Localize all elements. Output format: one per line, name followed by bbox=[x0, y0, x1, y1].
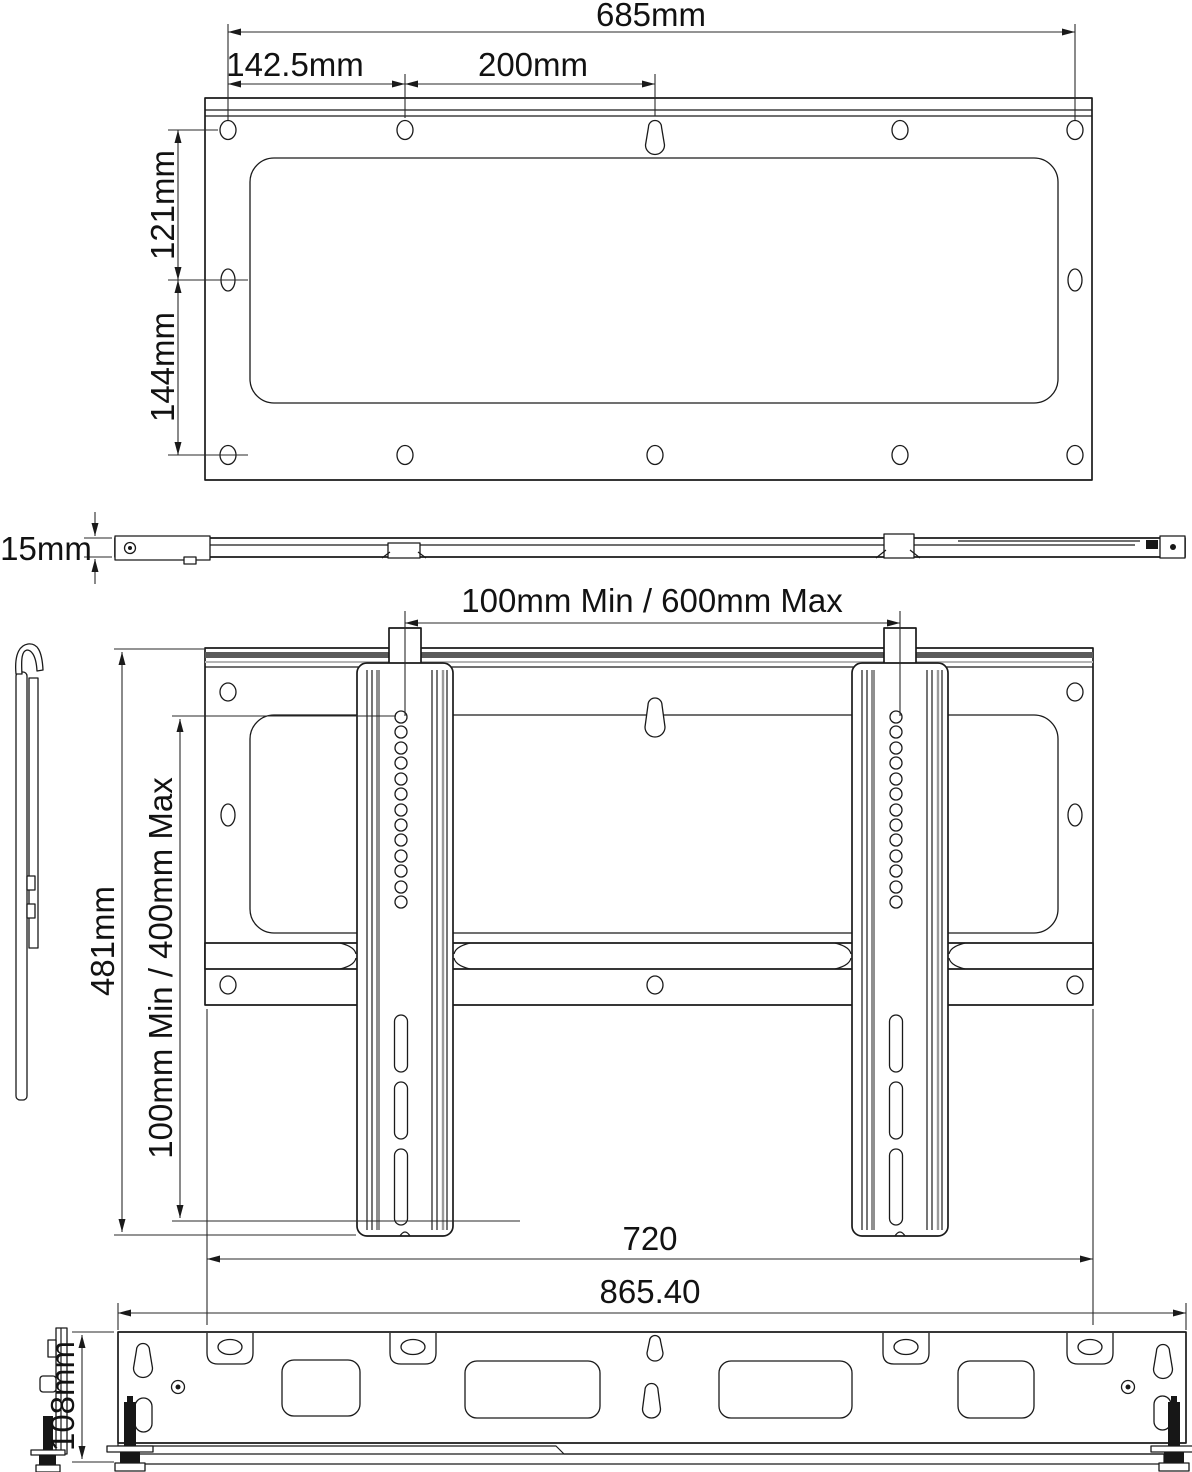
vesa-vertical-slot bbox=[395, 1082, 408, 1139]
dim-label: 144mm bbox=[144, 311, 181, 423]
vesa-hole bbox=[890, 788, 902, 800]
assembly-side-profile bbox=[16, 644, 43, 1100]
profile-tab bbox=[27, 876, 35, 890]
vesa-hole bbox=[395, 757, 407, 769]
mount-slot bbox=[1068, 804, 1082, 826]
dim-label: 15mm bbox=[0, 530, 92, 567]
screw-base bbox=[115, 1463, 145, 1471]
profile-stud bbox=[184, 557, 196, 564]
dim-bottom-width-865 bbox=[118, 1273, 1186, 1330]
screw-stem bbox=[124, 1402, 136, 1446]
mount-hole bbox=[647, 976, 663, 994]
vesa-vertical-slot bbox=[890, 1082, 903, 1139]
vesa-hole bbox=[395, 881, 407, 893]
vesa-rail-right bbox=[852, 628, 948, 1236]
bottom-strip-lower bbox=[128, 1454, 1164, 1464]
dim-label: 100mm Min / 600mm Max bbox=[461, 582, 843, 619]
wall-plate-top-view bbox=[205, 98, 1092, 480]
dim-thickness-15 bbox=[0, 512, 112, 584]
profile-clip bbox=[388, 543, 420, 558]
vesa-rail-left bbox=[357, 628, 453, 1236]
vesa-hole bbox=[890, 804, 902, 816]
wall-plate-side-view bbox=[115, 534, 1185, 564]
mount-slot bbox=[221, 804, 235, 826]
mount-hole bbox=[220, 683, 236, 701]
vesa-hole bbox=[890, 757, 902, 769]
mount-hole bbox=[397, 446, 413, 465]
mount-hole bbox=[1067, 446, 1083, 465]
oval-slot bbox=[135, 1398, 152, 1432]
keyhole-slot bbox=[1154, 1345, 1173, 1379]
profile-tab bbox=[27, 904, 35, 918]
dim-label: 720 bbox=[622, 1220, 678, 1257]
dim-label: 481mm bbox=[84, 885, 121, 997]
mount-hole bbox=[1067, 121, 1083, 140]
bottom-strip-upper bbox=[118, 1443, 1164, 1454]
vesa-hole bbox=[890, 834, 902, 846]
dim-label: 200mm bbox=[477, 46, 589, 83]
screw-nut bbox=[39, 1455, 56, 1465]
locking-bar bbox=[205, 943, 1093, 969]
vesa-hole bbox=[395, 834, 407, 846]
screw-base bbox=[36, 1465, 60, 1472]
vesa-vertical-slot bbox=[890, 1015, 903, 1072]
screw-base bbox=[1159, 1463, 1189, 1471]
vesa-hole bbox=[395, 865, 407, 877]
profile-end-dot bbox=[1170, 544, 1176, 550]
rail-profile-strip bbox=[16, 672, 27, 1100]
vesa-vertical-slot bbox=[890, 1149, 903, 1225]
mount-hole bbox=[647, 446, 663, 465]
vesa-hole bbox=[395, 788, 407, 800]
profile-screw bbox=[1146, 540, 1158, 549]
screw-washer bbox=[1151, 1446, 1192, 1452]
keyhole-slot bbox=[134, 1344, 153, 1378]
vesa-hole bbox=[890, 881, 902, 893]
dim-label: 121mm bbox=[144, 149, 181, 261]
tab-oval-hole bbox=[894, 1340, 918, 1355]
mount-slot bbox=[1068, 269, 1082, 291]
keyhole-slot bbox=[645, 698, 665, 737]
screw-washer bbox=[107, 1446, 153, 1452]
vesa-hole bbox=[395, 773, 407, 785]
mount-hole bbox=[397, 121, 413, 140]
mount-hole bbox=[892, 446, 908, 465]
mount-hole bbox=[220, 121, 236, 140]
mount-hole bbox=[1067, 976, 1083, 994]
keyhole-slot bbox=[647, 1336, 663, 1362]
vesa-hole bbox=[890, 865, 902, 877]
profile-screw-center bbox=[128, 546, 132, 550]
mount-hole bbox=[892, 121, 908, 140]
vesa-hole bbox=[395, 819, 407, 831]
vesa-vertical-slot bbox=[395, 1149, 408, 1225]
assembly-bottom-view bbox=[31, 1328, 1192, 1472]
vesa-hole bbox=[890, 819, 902, 831]
vesa-hole bbox=[890, 742, 902, 754]
plate-top-rail-shaded bbox=[205, 652, 1093, 658]
keyhole-slot bbox=[646, 121, 665, 155]
dim-label: 865.40 bbox=[599, 1273, 701, 1310]
plate-center-cutout bbox=[250, 158, 1058, 403]
screw-hole-center bbox=[1126, 1385, 1131, 1390]
tab-oval-hole bbox=[1078, 1340, 1102, 1355]
tab-oval-hole bbox=[218, 1340, 242, 1355]
keyhole-slot bbox=[643, 1384, 661, 1419]
profile-clip bbox=[884, 534, 914, 558]
vesa-hole bbox=[395, 896, 407, 908]
screw-nut bbox=[1164, 1452, 1184, 1463]
vesa-hole bbox=[890, 726, 902, 738]
vesa-hole bbox=[395, 804, 407, 816]
body-cutout bbox=[719, 1361, 852, 1418]
body-cutout bbox=[958, 1361, 1034, 1418]
body-cutout bbox=[282, 1360, 360, 1416]
vesa-hole bbox=[890, 850, 902, 862]
vesa-hole bbox=[890, 896, 902, 908]
dim-label: 142.5mm bbox=[226, 46, 364, 83]
vesa-hole bbox=[395, 726, 407, 738]
vesa-hole bbox=[395, 850, 407, 862]
tab-oval-hole bbox=[401, 1340, 425, 1355]
screw-stem bbox=[1168, 1402, 1180, 1446]
dim-label: 100mm Min / 400mm Max bbox=[142, 777, 179, 1159]
dim-label: 108mm bbox=[44, 1340, 81, 1452]
vesa-hole bbox=[890, 773, 902, 785]
mount-hole bbox=[220, 976, 236, 994]
body-cutout bbox=[465, 1361, 600, 1418]
dim-label: 685mm bbox=[595, 0, 707, 33]
hook-profile bbox=[16, 644, 43, 674]
mount-hole bbox=[1067, 683, 1083, 701]
screw-nut bbox=[120, 1452, 140, 1463]
screw-hole-center bbox=[176, 1385, 181, 1390]
vesa-vertical-slot bbox=[395, 1015, 408, 1072]
vesa-hole bbox=[395, 742, 407, 754]
dim-depth-108 bbox=[44, 1332, 114, 1462]
